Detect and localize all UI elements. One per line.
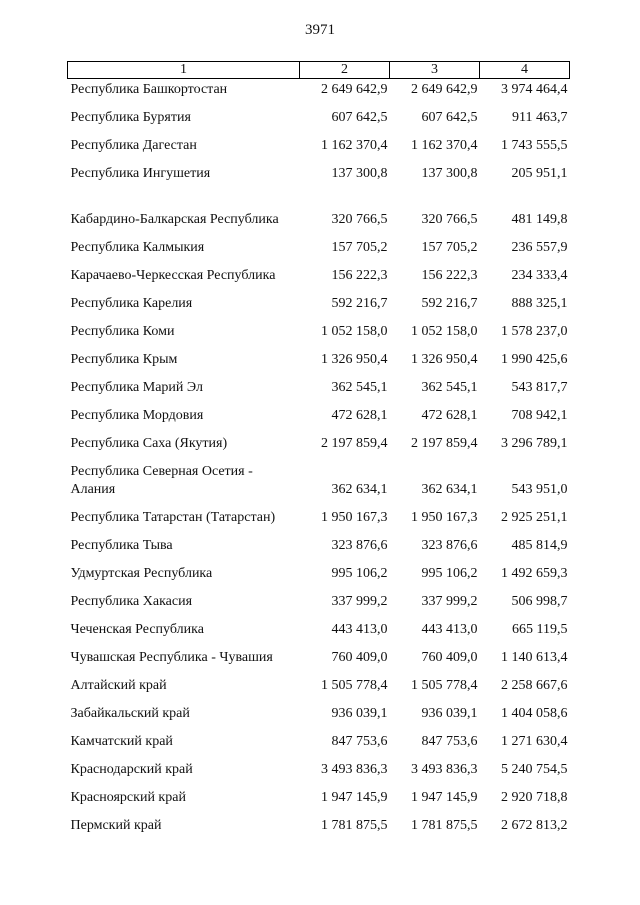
value-col-2-cell: 1 947 145,9: [321, 789, 388, 805]
table-row: [68, 79, 570, 103]
value-col-2-cell: 1 505 778,4: [321, 677, 388, 693]
value-col-3-cell: 320 766,5: [421, 211, 478, 227]
table-row: [68, 429, 570, 457]
value-col-4-cell: 2 258 667,6: [501, 677, 568, 693]
value-col-2-cell: 156 222,3: [331, 267, 388, 283]
value-col-3-cell: 1 162 370,4: [411, 137, 478, 153]
value-col-2-cell: 320 766,5: [331, 211, 388, 227]
value-col-4-cell: 1 492 659,3: [501, 565, 568, 581]
value-col-3-cell: 137 300,8: [421, 165, 478, 181]
value-col-4-cell: 708 942,1: [511, 407, 568, 423]
header-col-2: 2: [300, 62, 390, 79]
value-col-2-cell: 936 039,1: [331, 705, 388, 721]
region-name-cell: Республика Карелия: [70, 295, 193, 311]
table-row: [68, 159, 570, 187]
value-col-4-cell: 2 920 718,8: [501, 789, 568, 805]
budget-table: [67, 61, 570, 839]
region-name-cell: Республика Коми: [70, 323, 175, 339]
value-col-3-cell: 936 039,1: [421, 705, 478, 721]
region-name-cell: Забайкальский край: [70, 705, 190, 721]
table-body: [68, 79, 570, 839]
value-col-4-cell: 665 119,5: [512, 621, 568, 637]
value-col-2-cell: 1 162 370,4: [321, 137, 388, 153]
value-col-2-cell: 3 493 836,3: [321, 761, 388, 777]
value-col-3-cell: 995 106,2: [421, 565, 478, 581]
value-col-3-cell: 443 413,0: [421, 621, 478, 637]
region-name-cell: Краснодарский край: [70, 761, 193, 777]
value-col-4-cell: 3 296 789,1: [501, 435, 568, 451]
region-name-cell: Республика Мордовия: [70, 407, 204, 423]
value-col-3-cell: 1 326 950,4: [411, 351, 478, 367]
value-col-4-cell: 481 149,8: [511, 211, 568, 227]
header-col-3: 3: [390, 62, 480, 79]
value-col-3-cell: 362 545,1: [421, 379, 478, 395]
region-name-cell: Пермский край: [70, 817, 162, 833]
value-col-4-cell: 1 990 425,6: [501, 351, 568, 367]
value-col-2-cell: 1 326 950,4: [321, 351, 388, 367]
value-col-4-cell: 543 951,0: [511, 481, 568, 497]
value-col-2-cell: 1 052 158,0: [321, 323, 388, 339]
value-col-3-cell: 1 950 167,3: [411, 509, 478, 525]
value-col-4-cell: 1 271 630,4: [501, 733, 568, 749]
value-col-3-cell: 156 222,3: [421, 267, 478, 283]
table-row: [68, 783, 570, 811]
region-name-cell: Республика Ингушетия: [70, 165, 211, 181]
region-name-cell: Карачаево-Черкесская Республика: [70, 267, 276, 283]
table-row: [68, 559, 570, 587]
region-name-cell: Республика Калмыкия: [70, 239, 205, 255]
value-col-2-cell: 1 950 167,3: [321, 509, 388, 525]
table-row: [68, 345, 570, 373]
value-col-2-cell: 607 642,5: [331, 109, 388, 125]
table-row: [68, 727, 570, 755]
value-col-4-cell: 236 557,9: [511, 239, 568, 255]
value-col-2-cell: 847 753,6: [331, 733, 388, 749]
value-col-4-cell: 1 578 237,0: [501, 323, 568, 339]
value-col-3-cell: 157 705,2: [421, 239, 478, 255]
value-col-3-cell: 1 505 778,4: [411, 677, 478, 693]
value-col-3-cell: 607 642,5: [421, 109, 478, 125]
region-name-cell: Республика Крым: [70, 351, 178, 367]
header-col-1: 1: [68, 62, 300, 79]
header-col-4: 4: [480, 62, 570, 79]
value-col-3-cell: 1 947 145,9: [411, 789, 478, 805]
value-col-4-cell: 2 672 813,2: [501, 817, 568, 833]
region-name-cell: Республика Северная Осетия - Алания: [70, 463, 253, 497]
region-name-cell: Республика Бурятия: [70, 109, 191, 125]
table-row: [68, 103, 570, 131]
value-col-2-cell: 443 413,0: [331, 621, 388, 637]
value-col-2-cell: 157 705,2: [331, 239, 388, 255]
table-row: [68, 373, 570, 401]
table-row: [68, 671, 570, 699]
header-row: [68, 62, 570, 79]
region-name-cell: Республика Марий Эл: [70, 379, 203, 395]
value-col-3-cell: 1 781 875,5: [411, 817, 478, 833]
value-col-3-cell: 323 876,6: [421, 537, 478, 553]
value-col-2-cell: 337 999,2: [331, 593, 388, 609]
value-col-4-cell: 5 240 754,5: [501, 761, 568, 777]
region-name-cell: Камчатский край: [70, 733, 173, 749]
value-col-3-cell: 362 634,1: [421, 481, 478, 497]
value-col-3-cell: 337 999,2: [421, 593, 478, 609]
value-col-2-cell: 137 300,8: [331, 165, 388, 181]
value-col-4-cell: 234 333,4: [511, 267, 568, 283]
value-col-2-cell: 362 634,1: [331, 481, 388, 497]
value-col-2-cell: 2 197 859,4: [321, 435, 388, 451]
region-name-cell: Республика Саха (Якутия): [70, 435, 228, 451]
value-col-2-cell: 362 545,1: [331, 379, 388, 395]
value-col-2-cell: 1 781 875,5: [321, 817, 388, 833]
table-row: [68, 187, 570, 233]
table-row: [68, 401, 570, 429]
value-col-4-cell: 1 743 555,5: [501, 137, 568, 153]
region-name-cell: Кабардино-Балкарская Республика: [70, 211, 279, 227]
table-header: [68, 62, 570, 79]
value-col-2-cell: 2 649 642,9: [321, 81, 388, 97]
value-col-2-cell: 323 876,6: [331, 537, 388, 553]
value-col-4-cell: 485 814,9: [511, 537, 568, 553]
table-row: [68, 503, 570, 531]
value-col-3-cell: 2 649 642,9: [411, 81, 478, 97]
region-name-cell: Красноярский край: [70, 789, 186, 805]
table-row: [68, 643, 570, 671]
table-row: [68, 587, 570, 615]
table-row: [68, 531, 570, 559]
region-name-cell: Республика Хакасия: [70, 593, 193, 609]
region-name-cell: Удмуртская Республика: [70, 565, 213, 581]
table-row: [68, 615, 570, 643]
value-col-3-cell: 592 216,7: [421, 295, 478, 311]
region-name-cell: Республика Татарстан (Татарстан): [70, 509, 276, 525]
value-col-4-cell: 506 998,7: [511, 593, 568, 609]
value-col-4-cell: 888 325,1: [511, 295, 568, 311]
region-name-cell: Республика Дагестан: [70, 137, 197, 153]
region-name-cell: Республика Башкортостан: [70, 81, 228, 97]
value-col-3-cell: 1 052 158,0: [411, 323, 478, 339]
value-col-4-cell: 1 404 058,6: [501, 705, 568, 721]
page-number: 3971: [305, 22, 335, 38]
value-col-4-cell: 2 925 251,1: [501, 509, 568, 525]
value-col-3-cell: 3 493 836,3: [411, 761, 478, 777]
region-name-cell: Чувашская Республика - Чувашия: [70, 649, 273, 665]
table-row: [68, 233, 570, 261]
value-col-3-cell: 760 409,0: [421, 649, 478, 665]
table-row: [68, 317, 570, 345]
value-col-3-cell: 472 628,1: [421, 407, 478, 423]
region-name-cell: Алтайский край: [70, 677, 167, 693]
value-col-4-cell: 1 140 613,4: [501, 649, 568, 665]
value-col-4-cell: 911 463,7: [512, 109, 568, 125]
table-row: [68, 755, 570, 783]
table-row: [68, 457, 570, 503]
value-col-4-cell: 205 951,1: [511, 165, 568, 181]
value-col-2-cell: 472 628,1: [331, 407, 388, 423]
value-col-2-cell: 995 106,2: [331, 565, 388, 581]
region-name-cell: Республика Тыва: [70, 537, 173, 553]
value-col-4-cell: 3 974 464,4: [501, 81, 568, 97]
value-col-3-cell: 2 197 859,4: [411, 435, 478, 451]
table-row: [68, 699, 570, 727]
table-row: [68, 131, 570, 159]
region-name-cell: Чеченская Республика: [70, 621, 204, 637]
value-col-2-cell: 592 216,7: [331, 295, 388, 311]
table-row: [68, 261, 570, 289]
table-row: [68, 811, 570, 839]
value-col-2-cell: 760 409,0: [331, 649, 388, 665]
value-col-4-cell: 543 817,7: [511, 379, 568, 395]
table-row: [68, 289, 570, 317]
value-col-3-cell: 847 753,6: [421, 733, 478, 749]
